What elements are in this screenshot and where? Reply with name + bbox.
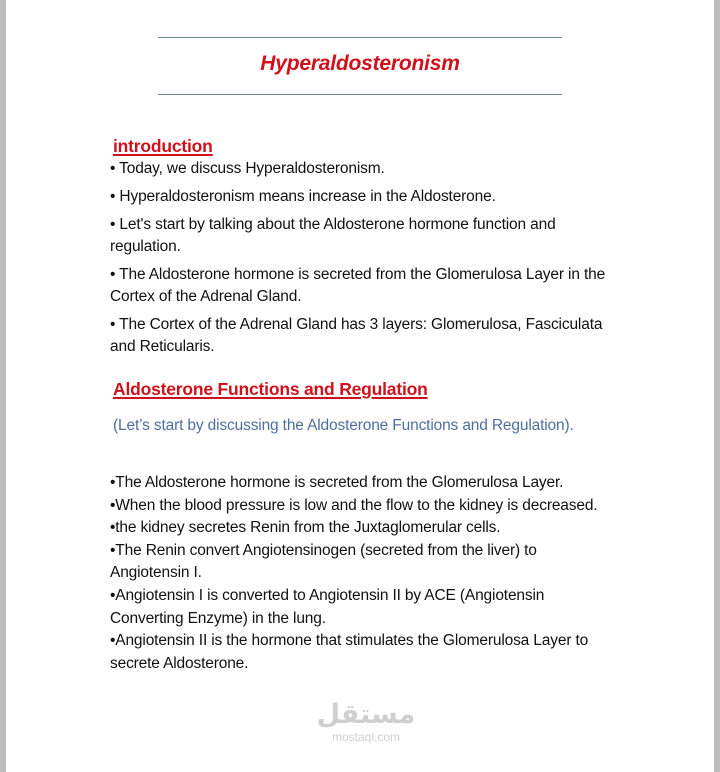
functions-list (110, 472, 610, 675)
watermark-url: mostaql.com (331, 730, 401, 744)
introduction-list (110, 158, 610, 364)
list-item: •Angiotensin II is the hormone that stimulates the Glomerulosa Layer to secrete Aldosterone. (110, 632, 589, 672)
list-item: •the kidney secretes Renin from the Juxtaglomerular cells. (110, 519, 501, 537)
document-page (6, 0, 714, 772)
list-item: • The Aldosterone hormone is secreted from the Glomerulosa Layer in the Cortex of the Adrenal Gland. (110, 266, 606, 305)
section-heading-introduction: introduction (113, 136, 213, 156)
list-item: • Let's start by talking about the Aldosterone hormone function and regulation. (110, 216, 556, 255)
section-subtitle: (Let’s start by discussing the Aldosterone Functions and Regulation). (113, 417, 574, 434)
list-item: •The Aldosterone hormone is secreted from the Glomerulosa Layer. (110, 474, 564, 491)
document-title: Hyperaldosteronism (260, 52, 460, 75)
list-item: •Angiotensin I is converted to Angiotensin II by ACE (Angiotensin Converting Enzyme) in the lung. (110, 586, 545, 627)
list-item: •The Renin convert Angiotensinogen (secreted from the liver) to Angiotensin I. (110, 541, 537, 582)
list-item: •When the blood pressure is low and the flow to the kidney is decreased. (110, 496, 598, 514)
title-bottom-rule (158, 94, 562, 95)
section-heading-aldosterone-functions: Aldosterone Functions and Regulation (113, 379, 428, 399)
title-top-rule (158, 37, 562, 38)
list-item: • Today, we discuss Hyperaldosteronism. (110, 160, 385, 177)
list-item: • The Cortex of the Adrenal Gland has 3 layers: Glomerulosa, Fasciculata and Reticularis. (110, 316, 603, 355)
watermark-arabic: مستقل (316, 699, 416, 730)
list-item: • Hyperaldosteronism means increase in the Aldosterone. (110, 188, 496, 205)
watermark-logo (316, 700, 416, 744)
